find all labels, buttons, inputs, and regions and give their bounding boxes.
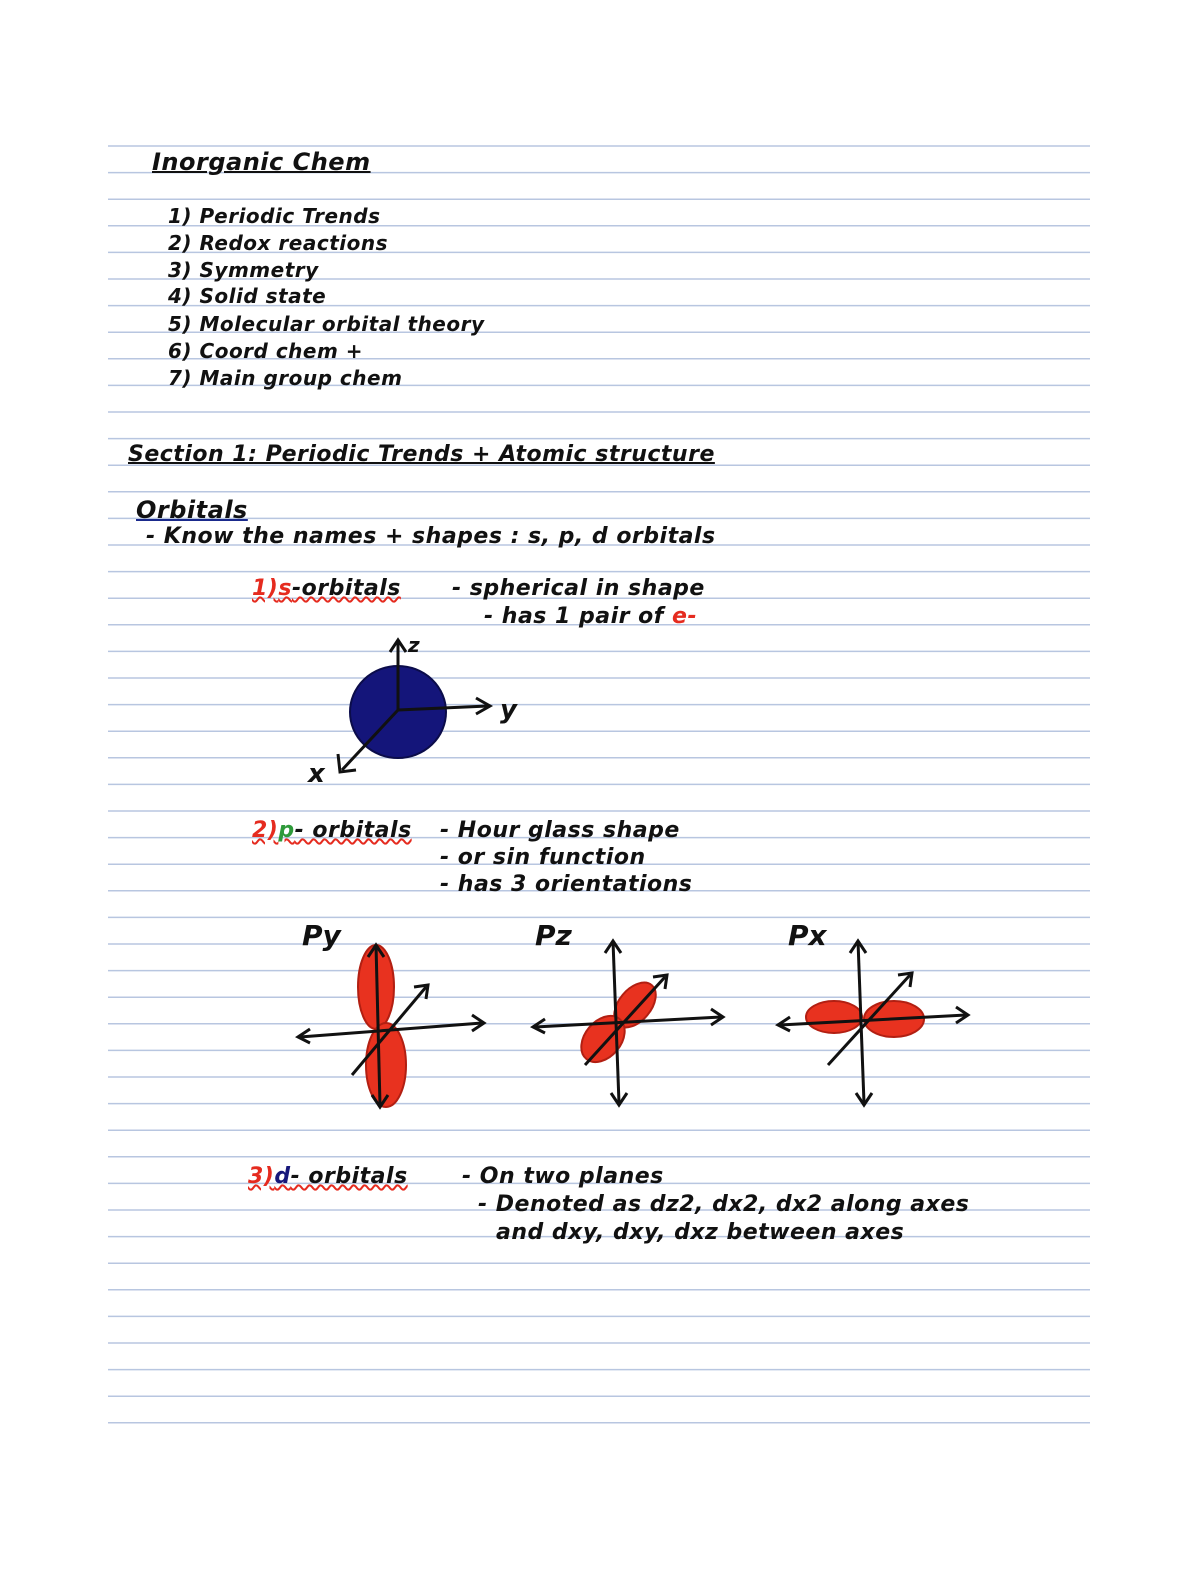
s-orbital-diagram: [300, 630, 560, 790]
d-orbital-letter: d: [274, 1164, 291, 1189]
topic-item: 2) Redox reactions: [168, 231, 388, 255]
p-orbital-heading: [252, 818, 412, 843]
s-orbital-label: -orbitals: [291, 576, 401, 601]
page-title: Inorganic Chem: [152, 148, 371, 176]
orbitals-intro: - Know the names + shapes : s, p, d orbitals: [146, 524, 716, 549]
topic-item: 3) Symmetry: [168, 258, 319, 282]
s-orbital-note-1: - spherical in shape: [452, 576, 705, 601]
pz-orbital-diagram: [525, 915, 745, 1115]
topic-item: 4) Solid state: [168, 284, 327, 308]
s-orbital-note-2-text: - has 1 pair of: [484, 604, 664, 629]
p-orbital-label: - orbitals: [294, 818, 412, 843]
d-orbital-number: 3): [248, 1164, 275, 1189]
px-label: Px: [788, 919, 827, 952]
p-orbital-number: 2): [252, 818, 279, 843]
d-orbital-label: - orbitals: [290, 1164, 408, 1189]
topic-item: 6) Coord chem +: [168, 339, 364, 363]
s-orbital-number: 1): [252, 576, 279, 601]
px-left-lobe: [806, 1001, 862, 1033]
d-orbital-note-2: - Denoted as dz2, dx2, dx2 along axes: [478, 1192, 970, 1217]
d-orbital-note-1: - On two planes: [462, 1164, 664, 1189]
p-orbital-note-2: - or sin function: [440, 845, 646, 870]
x-axis-label: x: [308, 759, 325, 789]
d-orbital-note-3: and dxy, dxy, dxz between axes: [496, 1220, 905, 1245]
s-orbital-letter: s: [278, 576, 292, 601]
py-orbital-diagram: [290, 915, 510, 1115]
electron-symbol: e-: [672, 604, 698, 629]
s-orbital-note-2: [484, 604, 697, 629]
z-axis-label: z: [408, 633, 420, 657]
py-label: Py: [302, 919, 341, 952]
y-axis-label: y: [500, 695, 517, 725]
p-orbital-note-1: - Hour glass shape: [440, 818, 680, 843]
pz-label: Pz: [535, 919, 572, 952]
topic-item: 1) Periodic Trends: [168, 204, 381, 228]
section-title: Section 1: Periodic Trends + Atomic structure: [128, 442, 715, 467]
topic-item: 5) Molecular orbital theory: [168, 312, 485, 336]
d-orbital-heading: [248, 1164, 408, 1189]
s-orbital-heading: [252, 576, 401, 601]
p-orbital-letter: p: [278, 818, 295, 843]
topic-item: 7) Main group chem: [168, 366, 403, 390]
orbitals-heading: Orbitals: [136, 496, 248, 524]
px-orbital-diagram: [770, 915, 990, 1115]
p-orbital-note-3: - has 3 orientations: [440, 872, 693, 897]
